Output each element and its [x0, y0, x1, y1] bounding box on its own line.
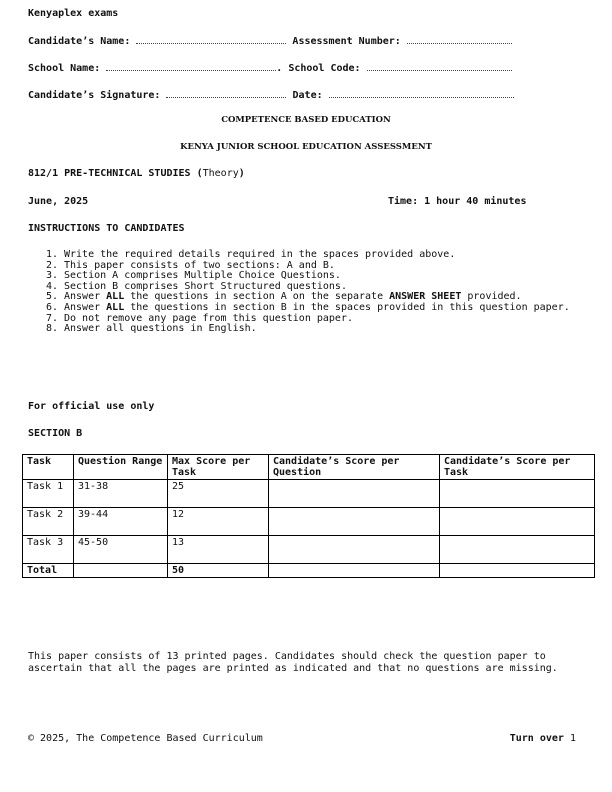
max-score-cell: 13 [168, 536, 269, 564]
max-score-cell: 12 [168, 508, 269, 536]
school-code-label: . School Code: [276, 63, 361, 74]
instruction-item: 4. Section B comprises Short Structured questions. [64, 282, 584, 293]
turn-over [510, 733, 576, 744]
table-total-row [23, 564, 595, 578]
range-cell: 39-44 [74, 508, 168, 536]
title-cbe: COMPETENCE BASED EDUCATION [221, 115, 391, 125]
instruction-item: 7. Do not remove any page from this question paper. [64, 314, 584, 325]
score-question-cell[interactable] [269, 536, 440, 564]
pages-note: This paper consists of 13 printed pages. Candidates should check the question paper to ascertain that all the pages are printed as indicated and that no questions are missing. [28, 651, 558, 674]
total-range-cell [74, 564, 168, 578]
paper-theory: Theory [202, 168, 239, 179]
page-number: 1 [569, 733, 576, 744]
candidate-name-label: Candidate’s Name: [28, 36, 131, 47]
score-question-cell[interactable] [269, 508, 440, 536]
task-cell: Task 2 [23, 508, 74, 536]
header-score-per-task: Candidate’s Score per Task [440, 455, 595, 480]
title-kjsea: KENYA JUNIOR SCHOOL EDUCATION ASSESSMENT [180, 142, 432, 152]
signature-row [28, 89, 514, 102]
instruction-item: 5. Answer ALL the questions in section A on the separate ANSWER SHEET provided. [64, 292, 584, 303]
copyright: © 2025, The Competence Based Curriculum [28, 733, 263, 744]
signature-field[interactable] [166, 89, 286, 98]
date-label: Date: [292, 90, 323, 101]
assessment-number-label: Assessment Number: [292, 36, 401, 47]
candidate-name-field[interactable] [136, 35, 286, 44]
instruction-item: 2. This paper consists of two sections: A and B. [64, 261, 584, 272]
exam-date: June, 2025 [28, 196, 89, 207]
instructions-list [28, 250, 584, 335]
instructions-heading: INSTRUCTIONS TO CANDIDATES [28, 223, 185, 234]
signature-label: Candidate’s Signature: [28, 90, 161, 101]
paper-code: 812/1 PRE-TECHNICAL STUDIES ( [28, 168, 203, 179]
exam-time: Time: 1 hour 40 minutes [388, 196, 527, 207]
score-task-cell[interactable] [440, 480, 595, 508]
section-b-label: SECTION B [28, 428, 83, 439]
score-table [22, 454, 595, 578]
header-score-per-question: Candidate’s Score per Question [269, 455, 440, 480]
candidate-name-row [28, 35, 512, 48]
school-row [28, 62, 512, 75]
range-cell: 45-50 [74, 536, 168, 564]
org-name: Kenyaplex exams [28, 8, 119, 19]
instruction-item: 3. Section A comprises Multiple Choice Questions. [64, 271, 584, 282]
range-cell: 31-38 [74, 480, 168, 508]
assessment-number-field[interactable] [407, 35, 512, 44]
date-field[interactable] [329, 89, 514, 98]
task-cell: Task 1 [23, 480, 74, 508]
school-name-field[interactable] [106, 62, 276, 71]
instruction-item: 8. Answer all questions in English. [64, 324, 584, 335]
school-name-label: School Name: [28, 63, 101, 74]
task-cell: Task 3 [23, 536, 74, 564]
total-score-question-cell[interactable] [269, 564, 440, 578]
header-question-range: Question Range [74, 455, 168, 480]
school-code-field[interactable] [367, 62, 512, 71]
official-use-label: For official use only [28, 401, 155, 412]
instruction-item: 1. Write the required details required in the spaces provided above. [64, 250, 584, 261]
paper-title [28, 168, 245, 180]
paper-close: ) [238, 168, 245, 179]
score-task-cell[interactable] [440, 508, 595, 536]
header-max-score: Max Score per Task [168, 455, 269, 480]
turn-over-label: Turn over [509, 733, 564, 744]
table-row [23, 508, 595, 536]
header-task: Task [23, 455, 74, 480]
total-label: Total [23, 564, 74, 578]
score-task-cell[interactable] [440, 536, 595, 564]
table-header-row [23, 455, 595, 480]
table-row [23, 480, 595, 508]
total-score-task-cell[interactable] [440, 564, 595, 578]
max-score-cell: 25 [168, 480, 269, 508]
instruction-item: 6. Answer ALL the questions in section B in the spaces provided in this question paper. [64, 303, 584, 314]
total-value: 50 [168, 564, 269, 578]
table-row [23, 536, 595, 564]
score-question-cell[interactable] [269, 480, 440, 508]
